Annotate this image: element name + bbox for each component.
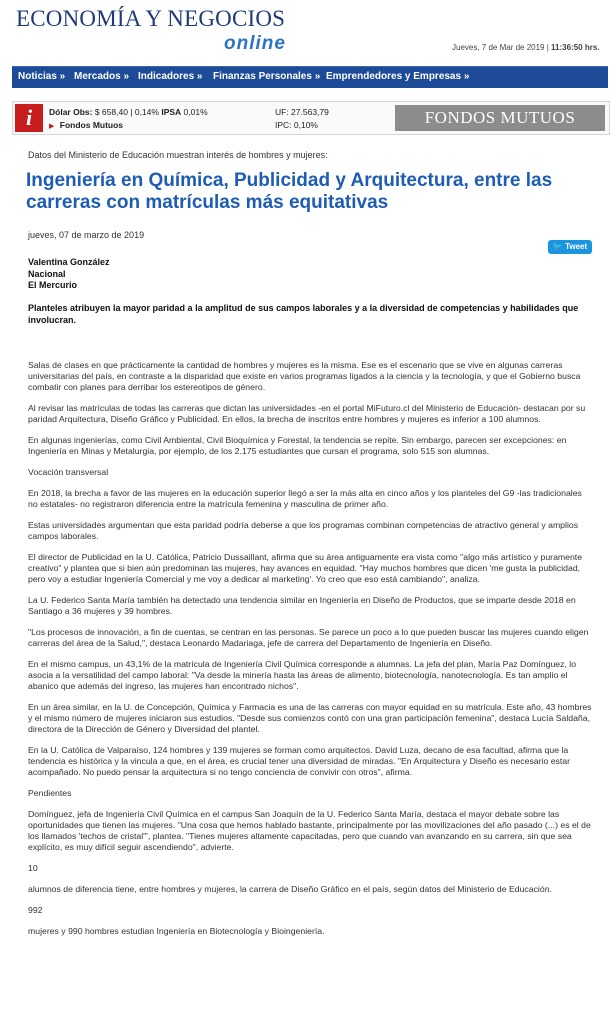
article-stat-text: alumnos de diferencia tiene, entre hombres y mujeres, la carrera de Diseño Gráfico en el país, según datos del Ministerio de Educación. (28, 884, 552, 894)
header-time: 11:36:50 hrs. (551, 43, 600, 52)
market-ticker (12, 101, 610, 135)
article-paragraph: La U. Federico Santa María también ha detectado una tendencia similar en Ingeniería en Diseño de Productos, que se imparte desde 2018 en Santiago a 36 mujeres y 39 hombres. (28, 595, 576, 616)
dolar-label: Dólar Obs: (49, 107, 93, 117)
main-nav (12, 66, 608, 88)
author-section: Nacional (28, 268, 66, 279)
article-stat-number: 992 (28, 905, 43, 915)
article-paragraph: Domínguez, jefa de Ingeniería Civil Química en el campus San Joaquín de la U. Federico Santa María, destaca el mayor debate sobre las oportunidades que tienen las mujeres. "Una cosa que hemos hablado bastante, principalmente por las movilizaciones del año pasado (...) es el de los llamados 'techos de cristal'", plantea. "Tienes mujeres altamente capacitadas, pero que cuando van avanzando en su carrera, sin que sea explícito, es muy difícil seguir ascendiendo", advierte. (28, 809, 591, 852)
fondos-mutuos-banner[interactable]: FONDOS MUTUOS (395, 105, 605, 131)
info-icon: i (15, 104, 43, 132)
article-paragraph: Estas universidades argumentan que esta paridad podría deberse a que los programas combinan competencias de atractivo general y amplios campos laborales. (28, 520, 579, 541)
author-name: Valentina González (28, 257, 110, 267)
article-date: jueves, 07 de marzo de 2019 (28, 230, 145, 240)
article-subheading: Pendientes (28, 788, 72, 798)
article-kicker: Datos del Ministerio de Educación muestran interés de hombres y mujeres: (28, 150, 328, 160)
dolar-indicator (49, 107, 208, 117)
fondos-mutuos-link[interactable] (49, 120, 123, 130)
ipsa-label: IPSA (161, 107, 182, 117)
nav-item-noticias[interactable]: Noticias » (18, 71, 66, 82)
article-paragraph: Salas de clases en que prácticamente la cantidad de hombres y mujeres es la misma. Ese es el escenario que se vive en algunas carreras universitarias del país, en contraste a la disparidad que existe en varios programas ligados a la ciencia y la tecnología, y que el Gobierno busca combatir con planes para derribar los estereotipos de género. (28, 360, 581, 392)
triangle-right-icon: ▶ (49, 123, 55, 130)
tweet-label: Tweet (565, 242, 588, 251)
site-logo[interactable] (16, 6, 316, 60)
article-paragraph: En la U. Católica de Valparaíso, 124 hombres y 139 mujeres se forman como arquitectos. David Luza, decano de esa facultad, afirma que la tendencia es histórica y la vincula a que, en el área, es crucial tener una diversidad de miradas. "En Arquitectura y Diseño es necesario estar acompañado. No puedo pensar la arquitectura si no tengo conciencia de convivir con otros", afirma. (28, 745, 571, 777)
nav-item-emprendedores[interactable]: Emprendedores y Empresas » (326, 71, 470, 82)
article-stat-number: 10 (28, 863, 38, 873)
twitter-bird-icon: 🐦 (552, 242, 563, 251)
article-paragraph: En el mismo campus, un 43,1% de la matrícula de Ingeniería Civil Química corresponde a alumnas. La jefa del plan, María Paz Domínguez, lo asocia a la versatilidad del campo laboral: "Va desde la minería hasta las áreas de alimento, biotecnología, nanotecnología. Es tan amplio el abanico que además del ingreso, las mujeres han encontrado nichos". (28, 659, 577, 691)
article-stat-text: mujeres y 990 hombres estudian Ingeniería en Biotecnología y Bioingeniería. (28, 926, 325, 936)
header-date-text: Jueves, 7 de Mar de 2019 | (452, 43, 549, 52)
article-paragraph: En algunas ingenierías, como Civil Ambiental, Civil Bioquímica y Forestal, la tendencia se repite. Sin embargo, parecen ser excepciones: en Ingeniería en Minas y Metalurgia, por ejemplo, de los 2.175 estudiantes que cursan el programa, solo 515 son alumnas. (28, 435, 567, 456)
ipc-indicator: IPC: 0,10% (275, 120, 318, 130)
article-lead: Planteles atribuyen la mayor paridad a la amplitud de sus campos laborales y a la diversidad de competencias y habilidades que involucran. (28, 303, 579, 325)
logo-main-text: ECONOMÍA Y NEGOCIOS (16, 6, 286, 31)
article-subheading: Vocación transversal (28, 467, 109, 477)
tweet-button[interactable] (548, 240, 592, 254)
author-block (28, 257, 110, 292)
nav-item-finanzas-personales[interactable]: Finanzas Personales » (213, 71, 321, 82)
author-outlet: El Mercurio (28, 280, 78, 290)
article-paragraph: En 2018, la brecha a favor de las mujeres en la educación superior llegó a ser la más alta en cinco años y los planteles del G9 -las tradicionales no estatales- no registraron diferencia entre la matrícula femenina y masculina de primer año. (28, 488, 582, 509)
uf-indicator: UF: 27.563,79 (275, 107, 329, 117)
fondos-mutuos-label: Fondos Mutuos (59, 120, 124, 130)
article-paragraph: "Los procesos de innovación, a fin de cuentas, se centran en las personas. Se parece un poco a lo que pueden buscar las mujeres cuando eligen carreras del área de la Salud,", destaca Leonardo Madariaga, jefe de carrera del Departamento de Ingeniería en Diseño. (28, 627, 589, 648)
ipsa-value: 0,01% (183, 107, 208, 117)
article-paragraph: En un área similar, en la U. de Concepción, Química y Farmacia es una de las carreras con mayor equidad en su matrícula. Este año, 43 hombres y el mismo número de mujeres iniciaron sus estudios. "Desde sus comienzos contó con una gran participación femenina", destaca Lucía Saldaña, directora de la Dirección de Género y Diversidad del plantel. (28, 702, 592, 734)
dolar-value: $ 658,40 | 0,14% (94, 107, 159, 117)
nav-item-mercados[interactable]: Mercados » (74, 71, 130, 82)
nav-item-indicadores[interactable]: Indicadores » (138, 71, 203, 82)
article-paragraph: El director de Publicidad en la U. Católica, Patricio Dussaillant, afirma que su área antiguamente era vista como "algo más artístico y puramente creativo" y plantea que si bien aún predominan las mujeres, hay avances en equidad. "Hay muchos hombres que dicen 'me gusta la publicidad, pero voy a estudiar Ingeniería Comercial y me voy a dedicar al marketing'. Yo creo que eso está cambiando", analiza. (28, 552, 583, 584)
article-title: Ingeniería en Química, Publicidad y Arquitectura, entre las carreras con matrículas más equitativas (26, 170, 553, 213)
logo-online-text: online (224, 33, 286, 54)
header-date (452, 43, 600, 52)
article-body (28, 360, 592, 947)
article-paragraph: Al revisar las matrículas de todas las carreras que dictan las universidades -en el portal MiFuturo.cl del Ministerio de Educación- destacan por su paridad Arquitectura, Diseño Gráfico y Publicidad. En ellos, la brecha de inscritos entre hombres y mujeres es inferior a 100 alumnos. (28, 403, 586, 424)
